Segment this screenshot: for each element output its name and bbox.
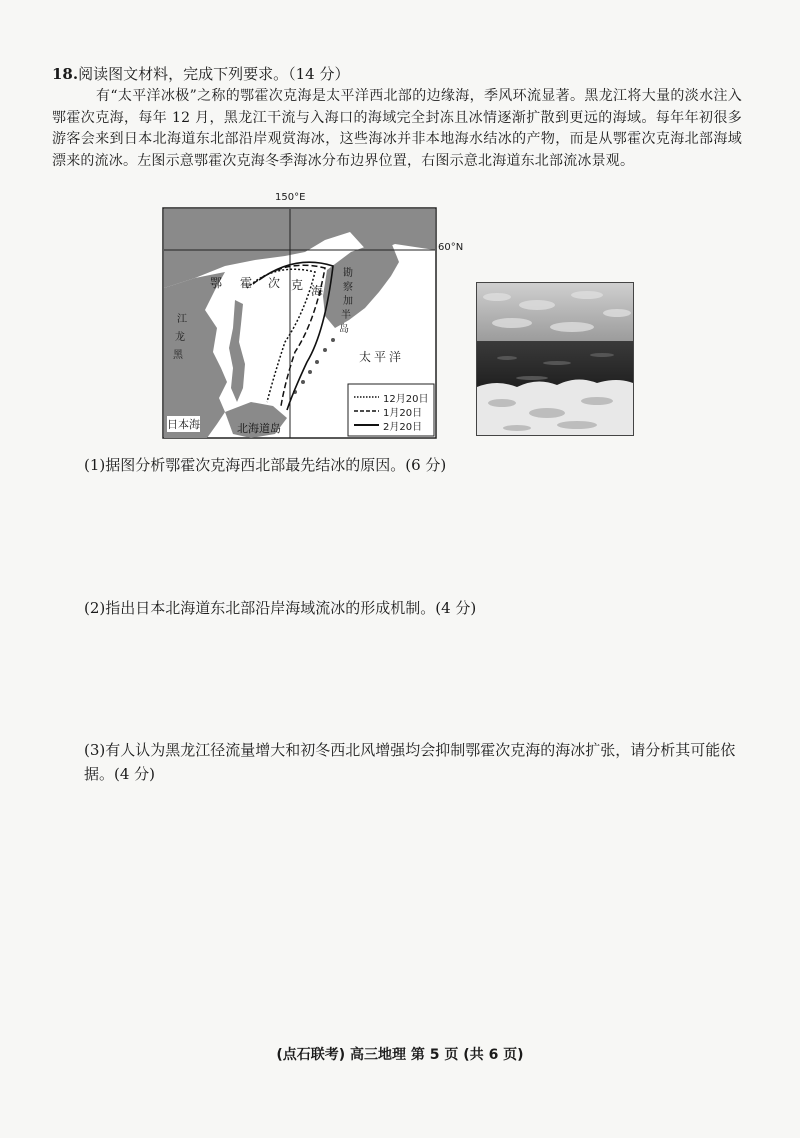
kamchatka-char: 勘 <box>343 268 353 279</box>
longitude-label: 150°E <box>275 192 306 203</box>
sub-question-1: (1)据图分析鄂霍次克海西北部最先结冰的原因。(6 分) <box>84 456 447 474</box>
latitude-label: 60°N <box>438 242 464 253</box>
kamchatka-char: 察 <box>343 282 353 293</box>
question-instruction: 阅读图文材料，完成下列要求。（14 分） <box>78 65 350 83</box>
sea-name-char: 次 <box>268 276 281 290</box>
river-char: 江 <box>177 314 187 325</box>
sea-name-char: 克 <box>291 278 304 292</box>
sub-question-2: (2)指出日本北海道东北部沿岸海域流冰的形成机制。(4 分) <box>84 599 477 617</box>
drift-ice-photo <box>476 282 634 436</box>
sub-question-3: (3)有人认为黑龙江径流量增大和初冬西北风增强均会抑制鄂霍次克海的海冰扩张，请分析其可能依据。(4 分) <box>84 741 736 783</box>
river-char: 龙 <box>175 332 185 343</box>
question-number: 18. <box>52 65 79 83</box>
question-material: 有“太平洋冰极”之称的鄂霍次克海是太平洋西北部的边缘海，季风环流显著。黑龙江将大量的淡水注入鄂霍次克海，每年 12 月，黑龙江干流与入海口的海域完全封冻且冰情逐渐扩散到更远的海域。每年年初很多游客会来到日本北海道东北部沿岸观赏海冰，这些海冰并非本地海水结冰的产物，而是从鄂霍次克海北部海域漂来的流冰。左图示意鄂霍次克海冬季海冰分布边界位置，右图示意北海道东北部流冰景观。 <box>52 88 742 169</box>
page-footer: (点石联考) 高三地理 第 5 页 (共 6 页) <box>276 1047 524 1063</box>
kamchatka-char: 岛 <box>339 324 349 335</box>
question-header <box>52 64 752 84</box>
kamchatka-char: 加 <box>343 296 353 307</box>
river-char: 黑 <box>173 350 183 361</box>
okhotsk-sea-ice-map <box>155 192 475 450</box>
legend-label-feb20: 2月20日 <box>383 422 423 433</box>
legend-label-jan20: 1月20日 <box>383 408 423 419</box>
sea-name-char: 鄂 <box>210 276 223 290</box>
legend-label-dec20: 12月20日 <box>383 394 429 405</box>
japan-sea-label: 日本海 <box>167 418 200 431</box>
kamchatka-char: 半 <box>341 310 351 321</box>
pacific-label: 太平洋 <box>359 350 405 364</box>
hokkaido-label: 北海道岛 <box>237 422 281 435</box>
sea-name-char: 海 <box>311 284 324 298</box>
sea-name-char: 霍 <box>240 276 253 290</box>
